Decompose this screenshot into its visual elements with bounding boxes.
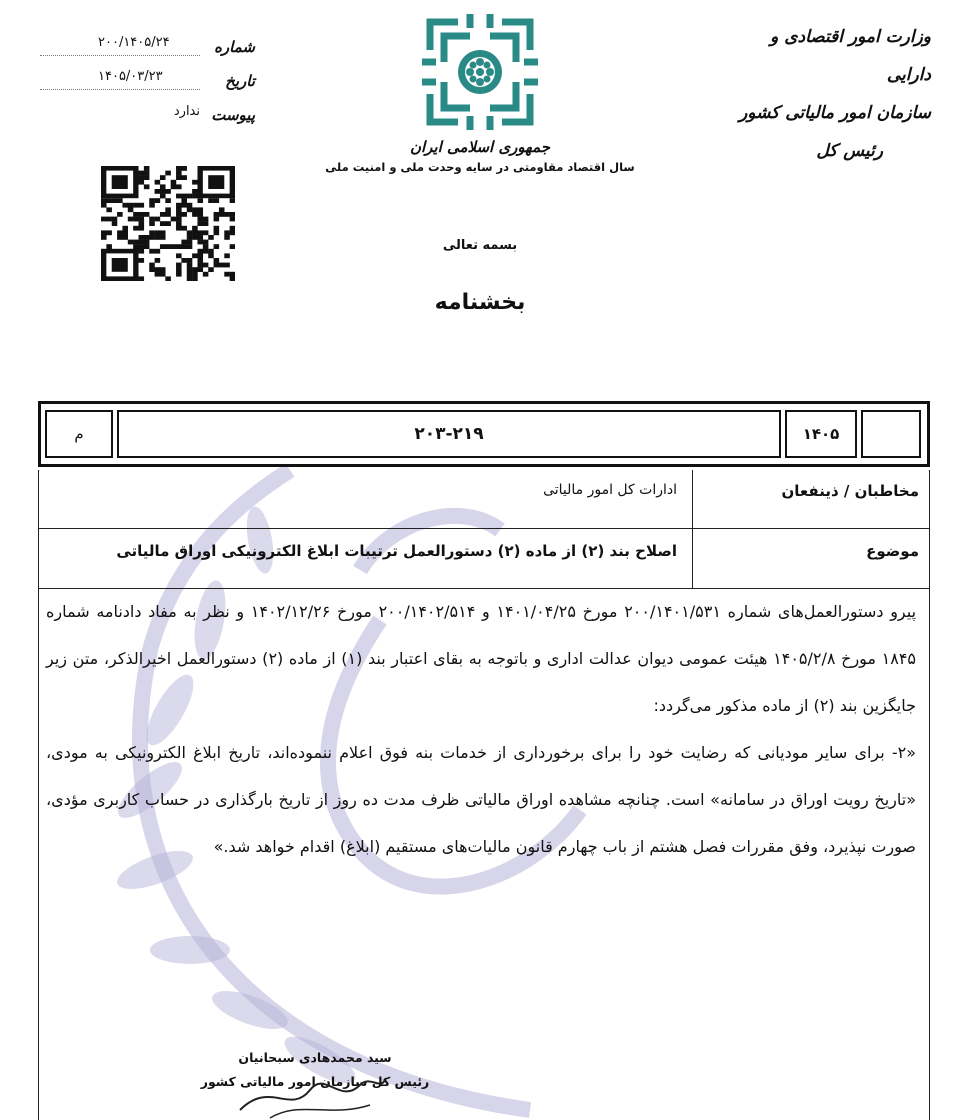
document-title: بخشنامه — [434, 290, 526, 315]
number-value: ۲۰۰/۱۴۰۵/۲۴ — [40, 35, 200, 56]
code-letter: م — [45, 410, 113, 458]
attachment-value: ندارد — [173, 104, 200, 119]
letter-meta — [40, 22, 255, 124]
date-label: تاریخ — [225, 72, 255, 90]
body-clause-text: «۲- برای سایر مودیانی که رضایت خود را برای برخورداری از خدمات بنه فوق اعلام ننموده‌اند، تاریخ ابلاغ الکترونیکی به مودی، «تاریخ رویت اوراق در سامانه» است. چنانچه مشاهده اوراق مالیاتی ظرف مدت ده روز از تاریخ بارگذاری در حساب کاربری مؤدی، صورت نپذیرد، وفق مقررات فصل هشتم از باب چهارم قانون مالیات‌های مستقیم (ابلاغ) اقدام خواهد شد.» — [46, 743, 916, 856]
code-row — [38, 401, 930, 467]
ministry-name: وزارت امور اقتصادی و دارایی — [770, 27, 931, 85]
subject-label: موضوع — [866, 542, 919, 560]
code-cell-empty — [861, 410, 921, 458]
signatory-name: سید محمدهادی سبحانیان — [238, 1050, 392, 1065]
emblem-caption — [300, 138, 660, 174]
code-year: ۱۴۰۵ — [785, 410, 857, 458]
date-value: ۱۴۰۵/۰۳/۲۳ — [40, 69, 200, 90]
handwritten-signature — [230, 1060, 390, 1120]
invocation: بسمه تعالی — [442, 238, 518, 253]
number-label: شماره — [214, 38, 255, 56]
signatory-title: رئیس کل سازمان امور مالیاتی کشور — [200, 1074, 430, 1089]
number-row — [40, 22, 255, 56]
body-intro-text: پیرو دستورالعمل‌های شماره ۲۰۰/۱۴۰۱/۵۳۱ مورخ ۱۴۰۱/۰۴/۲۵ و ۲۰۰/۱۴۰۲/۵۱۴ مورخ ۱۴۰۲/۱۲/۲۶ و نظر به مفاد دادنامه شماره ۱۸۴۵ مورخ ۱۴۰۵/۲/۸ هیئت عمومی دیوان عدالت اداری و باتوجه به بقای اعتبار بند (۱) از ماده (۲) دستورالعمل اخیرالذکر، متن زیر جایگزین بند (۲) از ماده مذکور می‌گردد: — [46, 602, 917, 715]
attachment-row — [40, 90, 255, 124]
tax-organization-logo — [418, 10, 542, 134]
row-divider — [38, 528, 930, 529]
code-number: ۲۰۳-۲۱۹ — [117, 410, 781, 458]
date-row — [40, 56, 255, 90]
organization-name: سازمان امور مالیاتی کشور — [739, 103, 931, 123]
column-divider — [692, 470, 693, 588]
year-slogan: سال اقتصاد مقاومتی در سایه وحدت ملی و امنیت ملی — [325, 160, 635, 174]
country-name: جمهوری اسلامی ایران — [409, 138, 551, 156]
body-clause — [46, 729, 916, 870]
recipients-label: مخاطبان / ذینفعان — [781, 482, 919, 500]
subject-value: اصلاح بند (۲) از ماده (۲) دستورالعمل ترتیبات ابلاغ الکترونیکی اوراق مالیاتی — [116, 542, 677, 560]
ministry-header — [721, 18, 931, 170]
recipients-value: ادارات کل امور مالیاتی — [543, 482, 677, 498]
attachment-label: پیوست — [211, 106, 255, 124]
office-name: رئیس کل — [816, 141, 883, 161]
body-intro — [46, 588, 916, 729]
qr-code — [101, 166, 235, 281]
